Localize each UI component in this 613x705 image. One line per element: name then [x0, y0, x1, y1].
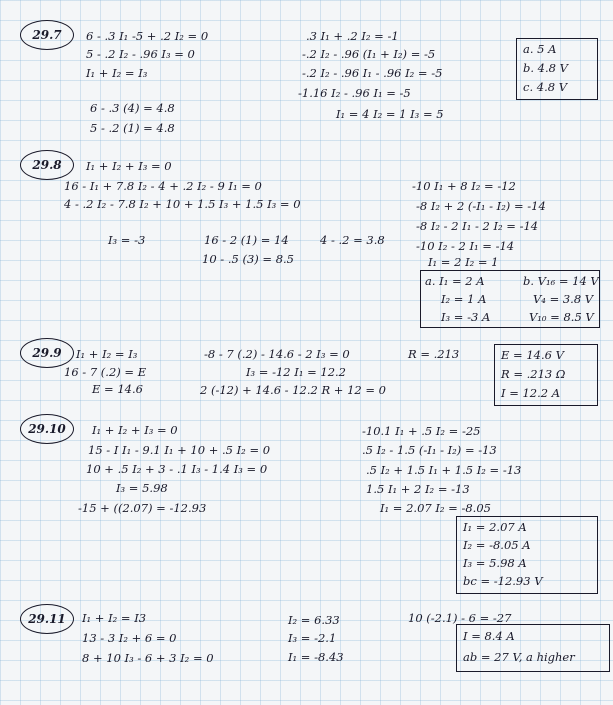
equation-line: 5 - .2 I₂ - .96 I₃ = 0	[86, 47, 195, 61]
equation-line: I₂ = 6.33	[288, 613, 340, 627]
problem-label: 29.11	[20, 604, 74, 634]
equation-line: I₁ + I₂ + I₃ = 0	[86, 159, 172, 173]
equation-line: -10 I₁ + 8 I₂ = -12	[412, 179, 516, 193]
equation-line: -15 + ((2.07) = -12.93	[78, 501, 207, 515]
equation-line: -8 - 7 (.2) - 14.6 - 2 I₃ = 0	[204, 347, 350, 361]
answer-line: E = 14.6 V	[501, 348, 564, 362]
answer-box	[516, 38, 598, 100]
equation-line: I₃ = 5.98	[116, 481, 168, 495]
answer-line: b. V₁₆ = 14 V	[523, 274, 599, 288]
answer-line: I₂ = -8.05 A	[463, 538, 531, 552]
equation-line: -10 I₂ - 2 I₁ = -14	[416, 239, 515, 253]
equation-line: -10.1 I₁ + .5 I₂ = -25	[362, 424, 481, 438]
equation-line: .5 I₂ + 1.5 I₁ + 1.5 I₂ = -13	[366, 463, 522, 477]
answer-line: I₂ = 1 A	[441, 292, 487, 306]
equation-line: E = 14.6	[92, 382, 143, 396]
equation-line: I₁ + I₂ = I3	[82, 611, 147, 625]
problem-label: 29.9	[20, 338, 74, 368]
answer-line: V₄ = 3.8 V	[533, 292, 594, 306]
answer-line: R = .213 Ω	[501, 367, 566, 381]
answer-line: bc = -12.93 V	[463, 574, 543, 588]
equation-line: 10 (-2.1) - 6 = -27	[408, 611, 512, 625]
equation-line: 6 - .3 I₁ -5 + .2 I₂ = 0	[86, 29, 209, 43]
problem-label: 29.10	[20, 414, 74, 444]
equation-line: -.2 I₂ - .96 (I₁ + I₂) = -5	[302, 47, 436, 61]
equation-line: 16 - 2 (1) = 14	[204, 233, 289, 247]
equation-line: .5 I₂ - 1.5 (-I₁ - I₂) = -13	[362, 443, 497, 457]
answer-line: I₃ = -3 A	[441, 310, 491, 324]
answer-line: I₁ = 2.07 A	[463, 520, 527, 534]
answer-line: I = 12.2 A	[501, 386, 561, 400]
equation-line: -8 I₂ - 2 I₁ - 2 I₂ = -14	[416, 219, 539, 233]
answer-line: I₃ = 5.98 A	[463, 556, 527, 570]
answer-box	[494, 344, 598, 406]
equation-line: 16 - 7 (.2) = E	[64, 365, 147, 379]
equation-line: 6 - .3 (4) = 4.8	[90, 101, 175, 115]
answer-line: ab = 27 V, a higher	[463, 650, 575, 664]
equation-line: 15 - I I₁ - 9.1 I₁ + 10 + .5 I₂ = 0	[88, 443, 271, 457]
equation-line: -1.16 I₂ - .96 I₁ = -5	[298, 86, 411, 100]
equation-line: 10 + .5 I₂ + 3 - .1 I₃ - 1.4 I₃ = 0	[86, 462, 268, 476]
problem-label: 29.7	[20, 20, 74, 50]
equation-line: I₁ + I₂ = I₃	[76, 347, 138, 361]
equation-line: 4 - .2 I₂ - 7.8 I₂ + 10 + 1.5 I₃ + 1.5 I₃ = 0	[64, 197, 301, 211]
answer-line: b. 4.8 V	[523, 61, 568, 75]
equation-line: 8 + 10 I₃ - 6 + 3 I₂ = 0	[82, 651, 214, 665]
answer-box	[456, 516, 598, 594]
equation-line: I₁ = 2.07 I₂ = -8.05	[380, 501, 491, 515]
equation-line: I₃ = -2.1	[288, 631, 337, 645]
equation-line: .3 I₁ + .2 I₂ = -1	[306, 29, 399, 43]
equation-line: -8 I₂ + 2 (-I₁ - I₂) = -14	[416, 199, 546, 213]
answer-box	[456, 624, 610, 672]
equation-line: R = .213	[408, 347, 460, 361]
equation-line: I₁ = 2 I₂ = 1	[428, 255, 499, 269]
equation-line: 4 - .2 = 3.8	[320, 233, 385, 247]
equation-line: I₃ = -12 I₁ = 12.2	[246, 365, 346, 379]
equation-line: 1.5 I₁ + 2 I₂ = -13	[366, 482, 470, 496]
equation-line: I₁ = -8.43	[288, 650, 344, 664]
equation-line: 10 - .5 (3) = 8.5	[202, 252, 294, 266]
answer-line: c. 4.8 V	[523, 80, 568, 94]
answer-line: a. I₁ = 2 A	[425, 274, 485, 288]
problem-label: 29.8	[20, 150, 74, 180]
answer-box	[420, 270, 600, 328]
answer-line: a. 5 A	[523, 42, 557, 56]
equation-line: I₁ + I₂ + I₃ = 0	[92, 423, 178, 437]
answer-line: I = 8.4 A	[463, 629, 515, 643]
equation-line: I₁ = 4 I₂ = 1 I₃ = 5	[336, 107, 444, 121]
answer-line: V₁₀ = 8.5 V	[529, 310, 594, 324]
equation-line: 13 - 3 I₂ + 6 = 0	[82, 631, 177, 645]
equation-line: I₃ = -3	[108, 233, 146, 247]
equation-line: I₁ + I₂ = I₃	[86, 66, 148, 80]
equation-line: 16 - I₁ + 7.8 I₂ - 4 + .2 I₂ - 9 I₁ = 0	[64, 179, 262, 193]
equation-line: 5 - .2 (1) = 4.8	[90, 121, 175, 135]
equation-line: 2 (-12) + 14.6 - 12.2 R + 12 = 0	[200, 383, 386, 397]
equation-line: -.2 I₂ - .96 I₁ - .96 I₂ = -5	[302, 66, 443, 80]
